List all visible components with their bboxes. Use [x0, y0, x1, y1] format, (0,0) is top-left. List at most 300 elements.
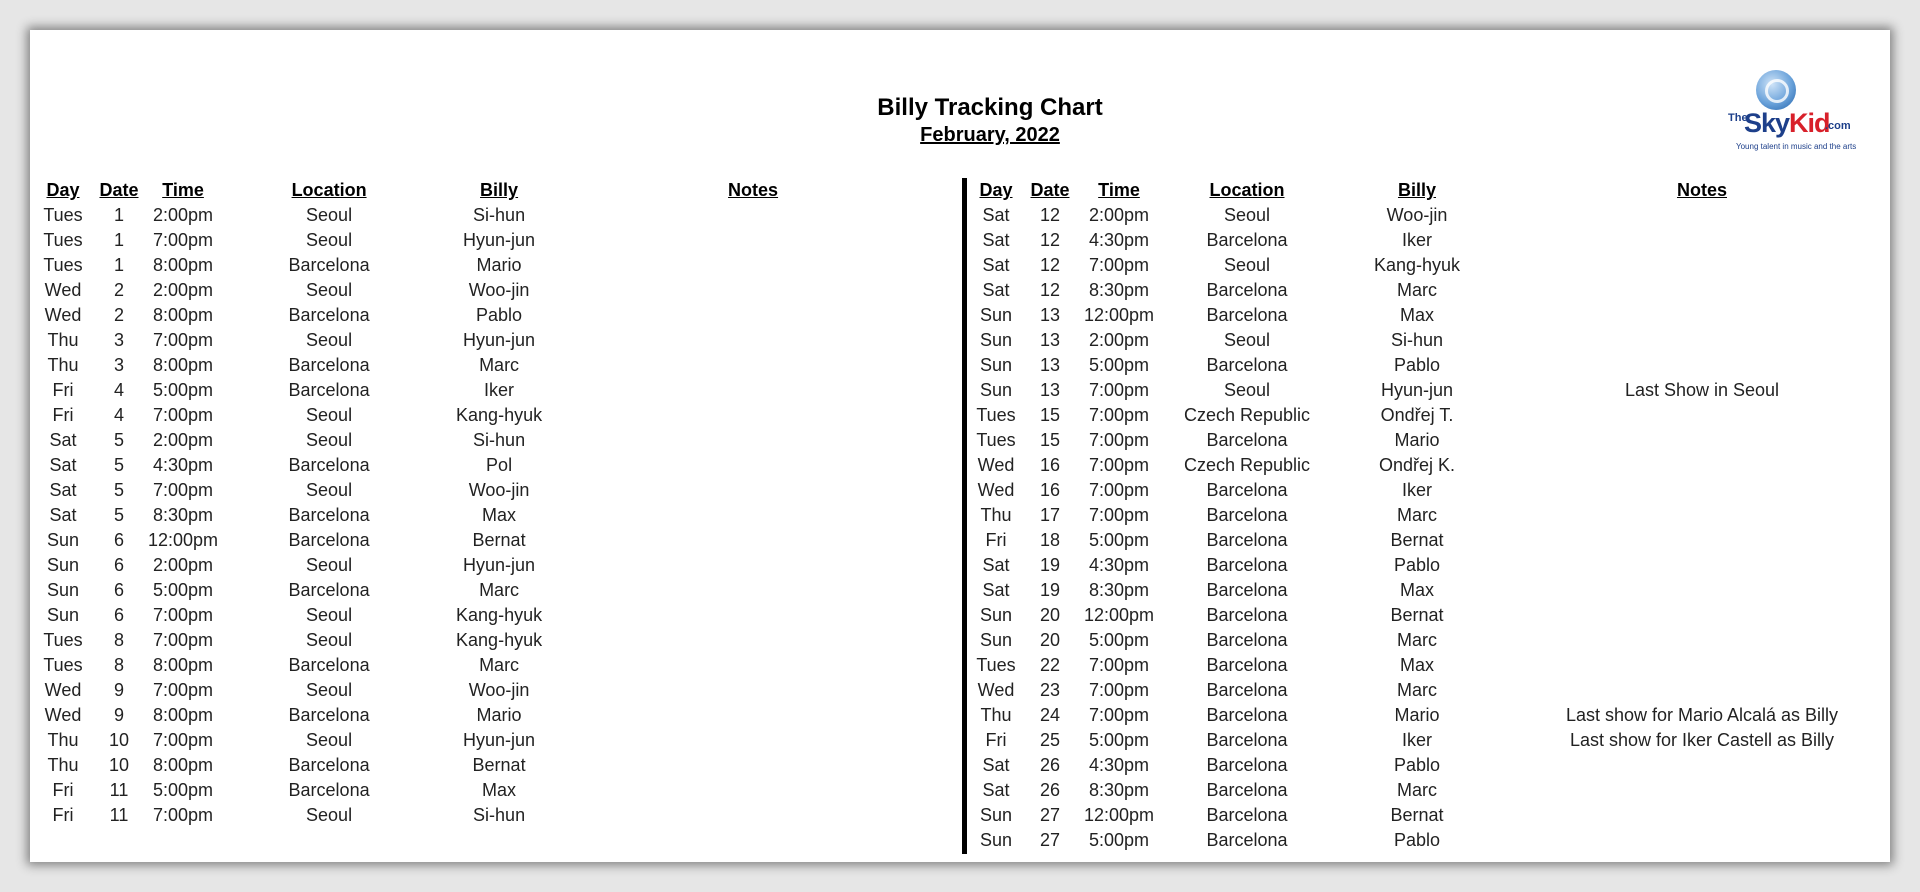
time-cell: 7:00pm — [1088, 705, 1150, 725]
theskykid-logo — [1720, 42, 1870, 157]
date-cell: 23 — [1039, 680, 1061, 700]
day-cell: Sat — [49, 430, 77, 450]
date-cell: 27 — [1039, 805, 1061, 825]
table-row — [968, 228, 1902, 253]
date-cell: 10 — [108, 755, 130, 775]
table-row — [36, 553, 948, 578]
time-cell: 5:00pm — [1088, 630, 1150, 650]
time-cell: 2:00pm — [1088, 330, 1150, 350]
column-header-day: Day — [979, 180, 1013, 200]
date-cell: 13 — [1039, 355, 1061, 375]
time-cell: 4:30pm — [1088, 230, 1150, 250]
day-cell: Tues — [43, 205, 83, 225]
billy-cell: Pablo — [1393, 755, 1441, 775]
date-cell: 17 — [1039, 505, 1061, 525]
billy-cell: Marc — [1397, 680, 1437, 700]
date-cell: 6 — [113, 605, 124, 625]
time-cell: 8:00pm — [153, 255, 214, 275]
logo-tagline: Young talent in music and the arts — [1736, 142, 1857, 151]
notes-cell — [558, 278, 948, 303]
table-row — [36, 203, 948, 228]
time-cell: 5:00pm — [1088, 730, 1150, 750]
day-cell: Thu — [980, 505, 1012, 525]
date-cell: 27 — [1039, 830, 1061, 850]
billy-cell: Bernat — [472, 530, 526, 550]
date-cell: 2 — [113, 305, 124, 325]
location-cell: Seoul — [1223, 255, 1271, 275]
billy-cell: Max — [1399, 655, 1434, 675]
notes-cell — [558, 728, 948, 753]
location-cell: Seoul — [306, 680, 353, 700]
column-header-date: Date — [1030, 180, 1070, 200]
notes-cell — [1502, 328, 1902, 353]
billy-cell: Marc — [479, 355, 520, 375]
time-cell: 8:30pm — [1088, 780, 1150, 800]
billy-cell: Pablo — [476, 305, 523, 325]
column-header-notes: Notes — [728, 180, 779, 200]
day-cell: Sat — [982, 580, 1010, 600]
billy-cell: Bernat — [1390, 605, 1444, 625]
notes-cell — [1502, 353, 1902, 378]
date-cell: 11 — [109, 780, 129, 800]
billy-cell: Ondřej K. — [1378, 455, 1456, 475]
table-row — [36, 528, 948, 553]
location-cell: Barcelona — [1206, 805, 1288, 825]
billy-cell: Woo-jin — [468, 480, 530, 500]
location-cell: Czech Republic — [1183, 455, 1311, 475]
time-cell: 5:00pm — [1088, 355, 1150, 375]
billy-cell: Pablo — [1393, 830, 1441, 850]
billy-cell: Pablo — [1393, 355, 1441, 375]
date-cell: 4 — [113, 380, 124, 400]
location-cell: Barcelona — [1206, 755, 1288, 775]
time-cell: 7:00pm — [1088, 505, 1150, 525]
day-cell: Wed — [44, 305, 82, 325]
table-row — [36, 403, 948, 428]
billy-cell: Ondřej T. — [1380, 405, 1454, 425]
location-cell: Seoul — [306, 605, 353, 625]
header-row — [968, 178, 1902, 203]
table-row — [36, 428, 948, 453]
time-cell: 4:30pm — [1088, 755, 1150, 775]
location-cell: Seoul — [306, 230, 353, 250]
time-cell: 2:00pm — [153, 280, 214, 300]
day-cell: Tues — [43, 655, 83, 675]
location-cell: Barcelona — [1206, 430, 1288, 450]
notes-cell — [558, 453, 948, 478]
date-cell: 20 — [1039, 605, 1061, 625]
location-cell: Barcelona — [1206, 605, 1288, 625]
day-cell: Thu — [47, 355, 79, 375]
table-row — [36, 303, 948, 328]
day-cell: Fri — [52, 405, 74, 425]
date-cell: 6 — [113, 555, 124, 575]
location-cell: Seoul — [1223, 380, 1271, 400]
time-cell: 7:00pm — [1088, 405, 1150, 425]
notes-cell — [1502, 428, 1902, 453]
table-row — [968, 503, 1902, 528]
schedule-table-right — [968, 178, 1902, 853]
billy-cell: Kang-hyuk — [456, 630, 543, 650]
time-cell: 8:30pm — [1088, 280, 1150, 300]
date-cell: 9 — [113, 680, 124, 700]
location-cell: Seoul — [306, 205, 353, 225]
time-cell: 7:00pm — [1088, 655, 1150, 675]
date-cell: 2 — [113, 280, 124, 300]
billy-cell: Max — [1399, 580, 1434, 600]
billy-cell: Mario — [476, 255, 522, 275]
notes-cell — [1502, 253, 1902, 278]
day-cell: Fri — [985, 530, 1007, 550]
time-cell: 5:00pm — [1088, 830, 1150, 850]
time-cell: 7:00pm — [1088, 480, 1150, 500]
table-row — [36, 478, 948, 503]
table-row — [36, 228, 948, 253]
notes-cell — [558, 353, 948, 378]
day-cell: Sun — [979, 805, 1013, 825]
table-row — [968, 278, 1902, 303]
table-row — [36, 778, 948, 803]
notes-cell — [1502, 453, 1902, 478]
location-cell: Barcelona — [288, 530, 370, 550]
date-cell: 5 — [113, 480, 124, 500]
notes-cell — [1502, 528, 1902, 553]
notes-cell — [558, 778, 948, 803]
location-cell: Seoul — [306, 405, 353, 425]
location-cell: Barcelona — [288, 780, 370, 800]
location-cell: Barcelona — [288, 580, 370, 600]
logo-emblem-icon — [1756, 70, 1796, 110]
billy-cell: Iker — [1401, 230, 1432, 250]
table-row — [968, 778, 1902, 803]
billy-cell: Mario — [476, 705, 522, 725]
location-cell: Barcelona — [1206, 780, 1288, 800]
time-cell: 8:00pm — [153, 305, 214, 325]
billy-cell: Si-hun — [473, 805, 526, 825]
notes-cell: Last show for Mario Alcalá as Billy — [1565, 705, 1839, 725]
day-cell: Fri — [52, 780, 74, 800]
date-cell: 16 — [1039, 480, 1061, 500]
day-cell: Sat — [49, 505, 77, 525]
schedule-table-left — [36, 178, 948, 828]
date-cell: 15 — [1039, 405, 1061, 425]
billy-cell: Hyun-jun — [463, 555, 536, 575]
time-cell: 7:00pm — [153, 805, 214, 825]
notes-cell — [558, 378, 948, 403]
date-cell: 4 — [113, 405, 124, 425]
location-cell: Seoul — [306, 430, 353, 450]
billy-cell: Max — [482, 505, 517, 525]
time-cell: 7:00pm — [1088, 380, 1150, 400]
location-cell: Czech Republic — [1183, 405, 1311, 425]
day-cell: Thu — [47, 755, 79, 775]
date-cell: 3 — [113, 355, 124, 375]
table-row — [968, 628, 1902, 653]
table-row — [36, 653, 948, 678]
table-row — [968, 428, 1902, 453]
table-row — [968, 828, 1902, 853]
billy-cell: Hyun-jun — [1380, 380, 1454, 400]
billy-cell: Pol — [486, 455, 513, 475]
notes-cell: Last Show in Seoul — [1624, 380, 1780, 400]
table-row — [968, 353, 1902, 378]
time-cell: 7:00pm — [153, 605, 214, 625]
time-cell: 7:00pm — [1088, 455, 1150, 475]
day-cell: Thu — [980, 705, 1012, 725]
notes-cell: Last show for Iker Castell as Billy — [1569, 730, 1835, 750]
table-row — [968, 553, 1902, 578]
notes-cell — [558, 603, 948, 628]
notes-cell — [1502, 678, 1902, 703]
time-cell: 7:00pm — [153, 680, 214, 700]
date-cell: 1 — [113, 230, 124, 250]
day-cell: Tues — [43, 255, 83, 275]
location-cell: Barcelona — [288, 305, 370, 325]
day-cell: Sun — [979, 305, 1013, 325]
logo-the: The — [1728, 112, 1748, 124]
location-cell: Barcelona — [288, 255, 370, 275]
table-row — [968, 728, 1902, 753]
notes-cell — [558, 303, 948, 328]
notes-cell — [1502, 303, 1902, 328]
billy-cell: Pablo — [1393, 555, 1441, 575]
location-cell: Seoul — [1223, 330, 1271, 350]
date-cell: 12 — [1039, 205, 1061, 225]
column-header-time: Time — [162, 180, 204, 200]
table-row — [968, 653, 1902, 678]
date-cell: 16 — [1039, 455, 1061, 475]
time-cell: 2:00pm — [153, 555, 214, 575]
column-header-location: Location — [1209, 180, 1285, 200]
table-row — [968, 753, 1902, 778]
date-cell: 18 — [1039, 530, 1061, 550]
notes-cell — [558, 653, 948, 678]
notes-cell — [558, 678, 948, 703]
table-row — [968, 528, 1902, 553]
day-cell: Wed — [977, 680, 1015, 700]
date-cell: 24 — [1039, 705, 1061, 725]
location-cell: Seoul — [306, 480, 353, 500]
table-row — [968, 328, 1902, 353]
billy-cell: Woo-jin — [1386, 205, 1448, 225]
billy-cell: Iker — [1401, 480, 1432, 500]
date-cell: 12 — [1039, 230, 1061, 250]
date-cell: 15 — [1039, 430, 1061, 450]
day-cell: Sat — [982, 230, 1010, 250]
day-cell: Wed — [977, 480, 1015, 500]
time-cell: 7:00pm — [153, 330, 214, 350]
day-cell: Sun — [46, 530, 80, 550]
notes-cell — [558, 428, 948, 453]
time-cell: 12:00pm — [148, 530, 219, 550]
day-cell: Sun — [979, 330, 1013, 350]
notes-cell — [558, 478, 948, 503]
day-cell: Wed — [44, 705, 82, 725]
day-cell: Sun — [46, 605, 80, 625]
billy-cell: Kang-hyuk — [456, 405, 543, 425]
notes-cell — [558, 753, 948, 778]
column-header-notes: Notes — [1676, 180, 1727, 200]
day-cell: Sun — [979, 355, 1013, 375]
location-cell: Seoul — [1223, 205, 1271, 225]
billy-cell: Hyun-jun — [463, 330, 536, 350]
day-cell: Sun — [979, 605, 1013, 625]
date-cell: 10 — [108, 730, 130, 750]
location-cell: Barcelona — [1206, 655, 1288, 675]
day-cell: Wed — [977, 455, 1015, 475]
location-cell: Barcelona — [1206, 705, 1288, 725]
table-row — [36, 328, 948, 353]
notes-cell — [1502, 203, 1902, 228]
time-cell: 7:00pm — [153, 230, 214, 250]
notes-cell — [558, 403, 948, 428]
time-cell: 7:00pm — [153, 480, 214, 500]
date-cell: 19 — [1039, 555, 1061, 575]
time-cell: 7:00pm — [1088, 430, 1150, 450]
time-cell: 8:30pm — [1088, 580, 1150, 600]
billy-cell: Hyun-jun — [463, 730, 536, 750]
notes-cell — [558, 503, 948, 528]
table-row — [36, 803, 948, 828]
location-cell: Barcelona — [1206, 355, 1288, 375]
billy-cell: Woo-jin — [468, 280, 530, 300]
notes-cell — [1502, 603, 1902, 628]
day-cell: Sun — [46, 555, 80, 575]
day-cell: Wed — [44, 680, 82, 700]
billy-cell: Hyun-jun — [463, 230, 536, 250]
table-row — [36, 678, 948, 703]
day-cell: Sat — [49, 455, 77, 475]
time-cell: 8:00pm — [153, 755, 214, 775]
notes-cell — [1502, 628, 1902, 653]
time-cell: 7:00pm — [153, 405, 214, 425]
date-cell: 3 — [113, 330, 124, 350]
date-cell: 8 — [113, 630, 124, 650]
notes-cell — [558, 228, 948, 253]
notes-cell — [1502, 278, 1902, 303]
table-row — [968, 253, 1902, 278]
billy-cell: Kang-hyuk — [456, 605, 543, 625]
notes-cell — [1502, 478, 1902, 503]
location-cell: Seoul — [306, 280, 353, 300]
billy-cell: Marc — [1397, 780, 1437, 800]
table-row — [968, 378, 1902, 403]
column-header-day: Day — [46, 180, 80, 200]
time-cell: 12:00pm — [1083, 305, 1155, 325]
header-row — [36, 178, 948, 203]
location-cell: Barcelona — [1206, 305, 1288, 325]
table-row — [968, 403, 1902, 428]
billy-cell: Iker — [484, 380, 515, 400]
location-cell: Barcelona — [1206, 680, 1288, 700]
billy-cell: Marc — [479, 580, 520, 600]
table-row — [36, 503, 948, 528]
date-cell: 8 — [113, 655, 124, 675]
time-cell: 5:00pm — [153, 580, 214, 600]
table-row — [36, 728, 948, 753]
column-divider — [962, 178, 967, 854]
billy-cell: Bernat — [472, 755, 526, 775]
date-cell: 5 — [113, 505, 124, 525]
time-cell: 4:30pm — [153, 455, 214, 475]
date-cell: 13 — [1039, 380, 1061, 400]
notes-cell — [1502, 503, 1902, 528]
date-cell: 25 — [1039, 730, 1061, 750]
notes-cell — [1502, 828, 1902, 853]
date-cell: 5 — [113, 430, 124, 450]
billy-cell: Si-hun — [473, 205, 526, 225]
time-cell: 2:00pm — [1088, 205, 1150, 225]
table-row — [968, 303, 1902, 328]
day-cell: Fri — [52, 380, 74, 400]
date-cell: 20 — [1039, 630, 1061, 650]
day-cell: Sat — [982, 555, 1010, 575]
date-cell: 11 — [109, 805, 129, 825]
day-cell: Sun — [979, 630, 1013, 650]
location-cell: Barcelona — [1206, 555, 1288, 575]
location-cell: Barcelona — [1206, 830, 1288, 850]
time-cell: 7:00pm — [153, 630, 214, 650]
logo-wordmark: SkyKid — [1744, 108, 1830, 138]
table-row — [36, 353, 948, 378]
column-header-billy: Billy — [480, 180, 519, 200]
location-cell: Barcelona — [1206, 580, 1288, 600]
table-row — [36, 378, 948, 403]
billy-cell: Si-hun — [473, 430, 526, 450]
billy-cell: Marc — [1397, 280, 1437, 300]
date-cell: 13 — [1039, 330, 1061, 350]
day-cell: Fri — [985, 730, 1007, 750]
day-cell: Fri — [52, 805, 74, 825]
table-row — [968, 703, 1902, 728]
time-cell: 8:00pm — [153, 655, 214, 675]
time-cell: 8:00pm — [153, 355, 214, 375]
billy-cell: Bernat — [1390, 805, 1444, 825]
time-cell: 5:00pm — [153, 780, 214, 800]
date-cell: 1 — [113, 205, 124, 225]
notes-cell — [1502, 803, 1902, 828]
time-cell: 12:00pm — [1083, 605, 1155, 625]
day-cell: Sat — [982, 255, 1010, 275]
table-row — [968, 578, 1902, 603]
time-cell: 5:00pm — [153, 380, 214, 400]
day-cell: Sun — [979, 830, 1013, 850]
date-cell: 12 — [1039, 255, 1061, 275]
column-header-location: Location — [291, 180, 367, 200]
location-cell: Barcelona — [288, 655, 370, 675]
notes-cell — [1502, 753, 1902, 778]
day-cell: Wed — [44, 280, 82, 300]
billy-cell: Mario — [1394, 705, 1440, 725]
location-cell: Barcelona — [288, 455, 370, 475]
day-cell: Sun — [979, 380, 1013, 400]
date-cell: 5 — [113, 455, 124, 475]
location-cell: Seoul — [306, 630, 353, 650]
day-cell: Tues — [976, 655, 1016, 675]
notes-cell — [558, 703, 948, 728]
day-cell: Sat — [982, 755, 1010, 775]
time-cell: 2:00pm — [153, 205, 214, 225]
column-header-billy: Billy — [1397, 180, 1436, 200]
table-row — [36, 278, 948, 303]
location-cell: Barcelona — [1206, 505, 1288, 525]
date-cell: 9 — [113, 705, 124, 725]
billy-cell: Max — [482, 780, 517, 800]
billy-cell: Si-hun — [1390, 330, 1444, 350]
billy-cell: Bernat — [1390, 530, 1444, 550]
time-cell: 8:00pm — [153, 705, 214, 725]
day-cell: Sun — [46, 580, 80, 600]
